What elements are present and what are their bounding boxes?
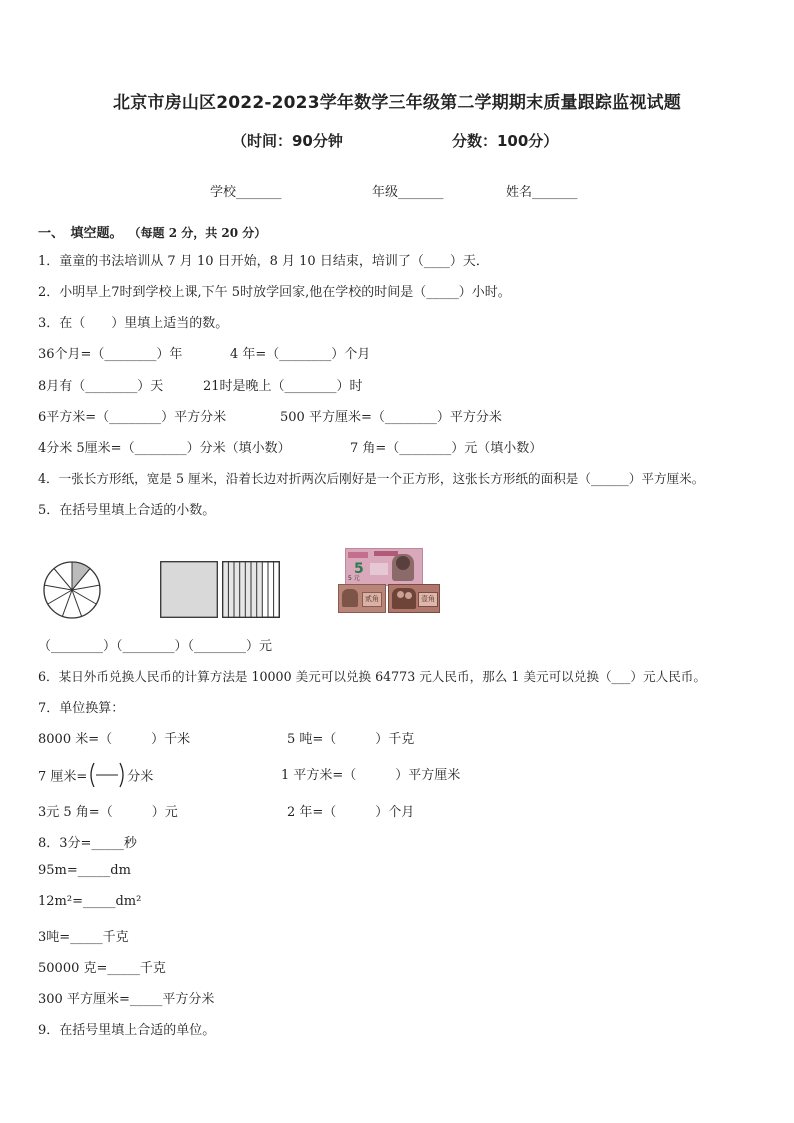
q7-b1-suffix: 分米	[127, 769, 154, 785]
q7-item-a2: 5 吨=（ ）千克	[287, 732, 415, 747]
page-title: 北京市房山区2022-2023学年数学三年级第二学期期末质量跟踪监视试题	[113, 93, 681, 113]
grade-field: 年级_______	[372, 185, 444, 200]
square-whole-figure	[160, 561, 218, 618]
q8-item-f: 300 平方厘米=_____平方分米	[38, 992, 215, 1007]
two-jiao-banknote-image	[338, 584, 386, 613]
question-6: 6．某日外币兑换人民币的计算方法是 10000 美元可以兑换 64773 元人民币，那么 1 美元可以兑换（___）元人民币。	[38, 669, 706, 684]
section-note: （每题 2 分，共 20 分）	[134, 226, 267, 240]
question-1: 1．童童的书法培训从 7 月 10 日开始，8 月 10 日结束，培训了（____）天．	[38, 254, 489, 269]
one-jiao-banknote-image	[388, 584, 440, 613]
school-field: 学校_______	[210, 185, 282, 200]
q8-item-b: 95m=_____dm	[38, 863, 131, 878]
q3-item-b1: 8月有（________）天	[38, 379, 164, 394]
five-yuan-banknote-image	[345, 548, 423, 586]
q3-item-d1: 4分米 5厘米=（________）分米（填小数）	[38, 441, 291, 456]
q7-item-a1: 8000 米=（ ）千米	[38, 732, 191, 747]
name-field: 姓名_______	[506, 185, 578, 200]
q3-item-d2: 7 角=（________）元（填小数）	[350, 441, 543, 456]
q8-item-c: 12m²=_____dm²	[38, 894, 142, 909]
question-5: 5．在括号里填上合适的小数。	[38, 503, 216, 518]
q7-item-b2: 1 平方米=（ ）平方厘米	[281, 768, 461, 783]
q8-item-d: 3吨=_____千克	[38, 930, 129, 945]
q7-item-c2: 2 年=（ ）个月	[287, 805, 415, 820]
question-3: 3．在（ ）里填上适当的数。	[38, 316, 229, 331]
section-heading	[38, 222, 266, 241]
q3-item-c1: 6平方米=（________）平方分米	[38, 410, 227, 425]
banknote-label: 贰角	[362, 592, 382, 607]
question-7: 7．单位换算：	[38, 701, 125, 716]
score-label: 分数：100分）	[452, 132, 559, 150]
q7-item-c1: 3元 5 角=（ ）元	[38, 805, 178, 820]
fraction-bracket-blank	[88, 762, 126, 788]
banknote-label: 壹角	[418, 592, 438, 607]
q5-answer-blanks: （________）（________）（________）元	[38, 639, 273, 654]
banknote-digit: 5	[354, 561, 364, 577]
q3-item-b2: 21时是晚上（________）时	[203, 379, 363, 394]
banknote-caption: 5 元	[348, 575, 360, 582]
circle-fraction-figure	[42, 560, 102, 620]
q3-item-c2: 500 平方厘米=（________）平方分米	[280, 410, 502, 425]
question-9: 9．在括号里填上合适的单位。	[38, 1023, 216, 1038]
question-8: 8．3分=_____秒	[38, 836, 137, 851]
time-label: （时间：90分钟	[232, 132, 343, 150]
question-2: 2．小明早上7时到学校上课,下午 5时放学回家,他在学校的时间是（_____）小时。	[38, 285, 511, 300]
q3-item-a2: 4 年=（________）个月	[230, 347, 371, 362]
q8-item-e: 50000 克=_____千克	[38, 961, 166, 976]
question-4: 4．一张长方形纸，宽是 5 厘米，沿着长边对折两次后刚好是一个正方形，这张长方形纸的面积是（______）平方厘米。	[38, 471, 705, 486]
q3-item-a1: 36个月=（________）年	[38, 347, 183, 362]
square-tenths-figure	[222, 561, 280, 618]
q7-b1-prefix: 7 厘米=	[38, 769, 88, 785]
section-title: 一、 填空题。	[38, 226, 123, 241]
q7-item-b1	[38, 764, 153, 790]
